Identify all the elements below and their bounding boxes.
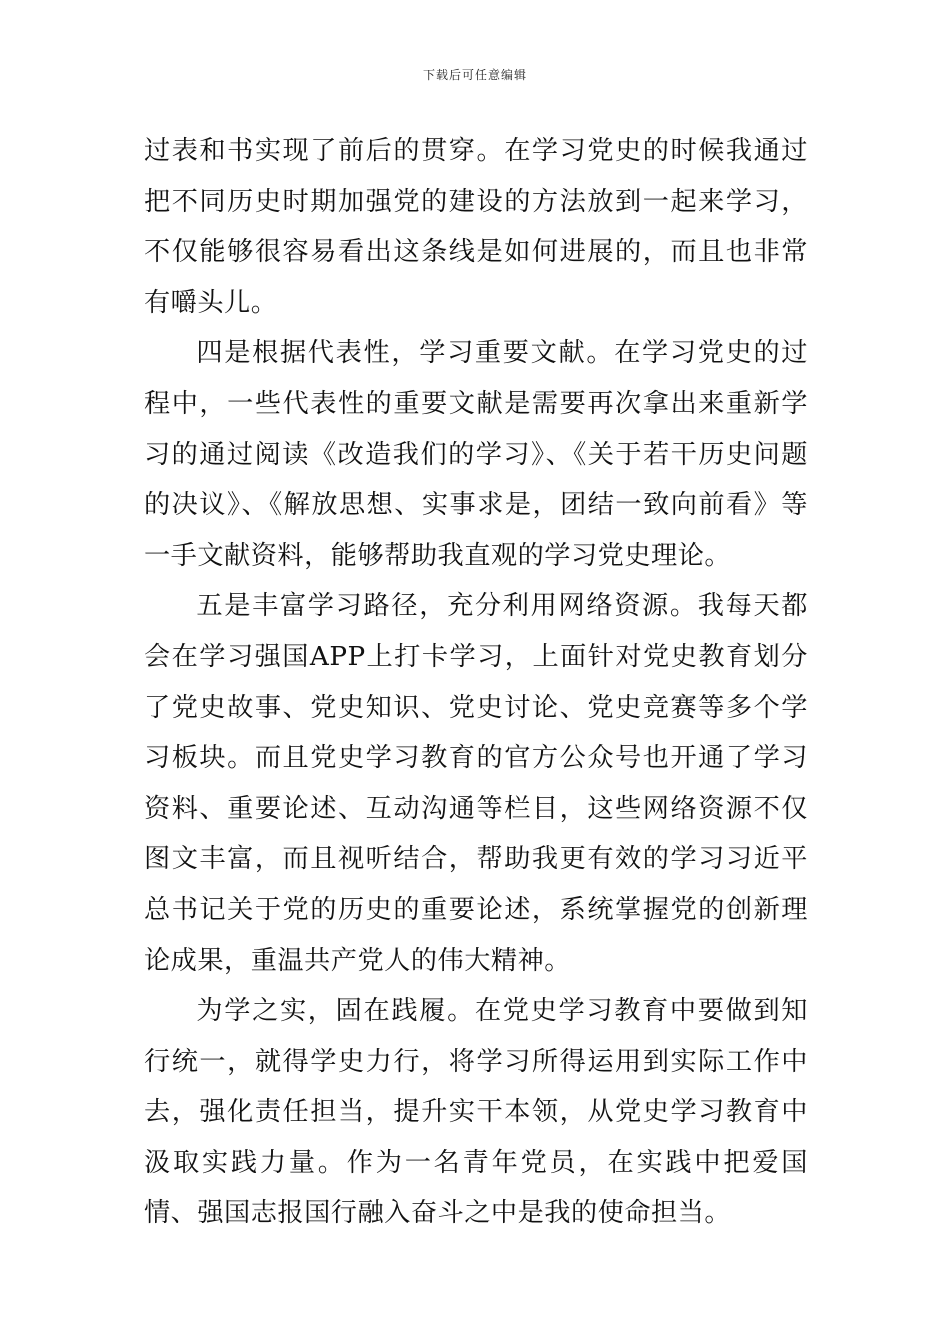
paragraph-practice: 为学之实，固在践履。在党史学习教育中要做到知行统一，就得学史力行，将学习所得运用到实际工作中去，强化责任担当，提升实干本领，从党史学习教育中汲取实践力量。作为一名青年党员，在实践中把爱国情、强国志报国行融入奋斗之中是我的使命担当。 — [144, 996, 808, 1229]
paragraph-network-resources: 五是丰富学习路径，充分利用网络资源。我每天都会在学习强国APP上打卡学习，上面针对党史教育划分了党史故事、党史知识、党史讨论、党史竞赛等多个学习板块。而且党史学习教育的官方公众号也开通了学习资料、重要论述、互动沟通等栏目，这些网络资源不仅图文丰富，而且视听结合，帮助我更有效的学习习近平总书记关于党的历史的重要论述，系统掌握党的创新理论成果，重温共产党人的伟大精神。 — [144, 591, 808, 976]
header-note: 下载后可任意编辑 — [422, 68, 527, 82]
document-body — [144, 126, 808, 1239]
paragraph-key-documents: 四是根据代表性，学习重要文献。在学习党史的过程中，一些代表性的重要文献是需要再次拿出来重新学习的通过阅读《改造我们的学习》、《关于若干历史问题的决议》、《解放思想、实事求是，团结一致向前看》等一手文献资料，能够帮助我直观的学习党史理论。 — [144, 338, 808, 571]
paragraph-continued: 过表和书实现了前后的贯穿。在学习党史的时候我通过把不同历史时期加强党的建设的方法放到一起来学习，不仅能够很容易看出这条线是如何进展的，而且也非常有嚼头儿。 — [144, 136, 808, 318]
